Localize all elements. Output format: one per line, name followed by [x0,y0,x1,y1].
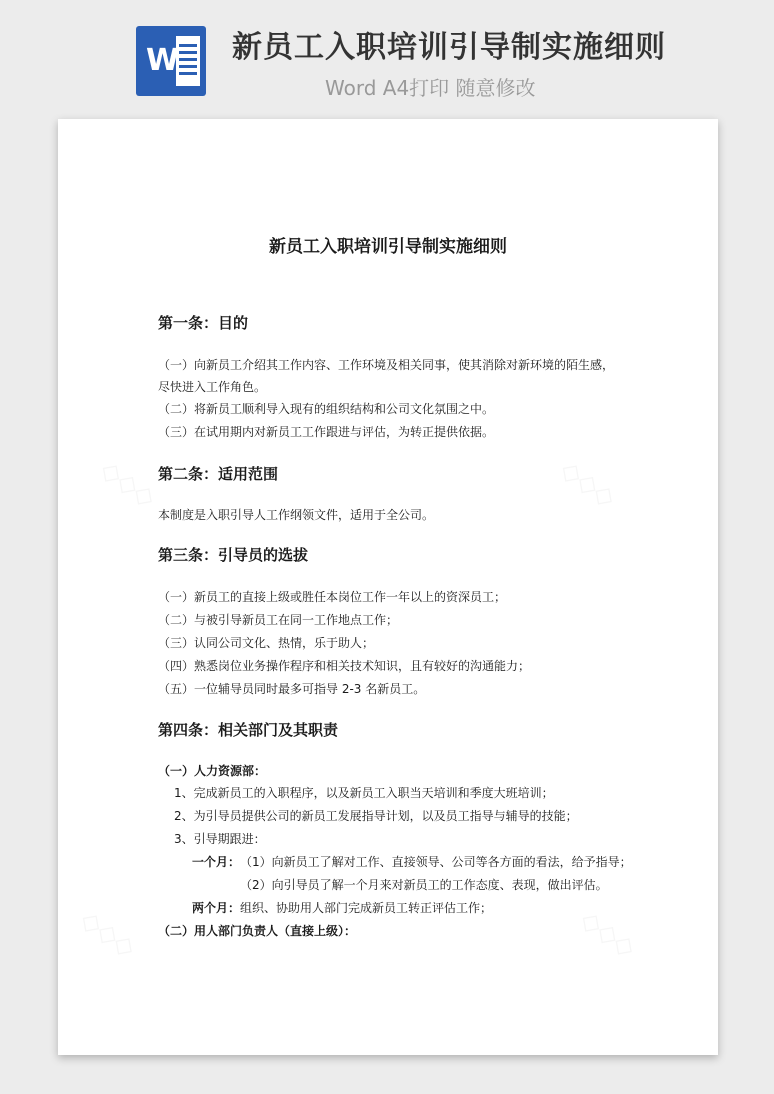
article-1-heading: 第一条：目的 [158,314,249,332]
watermark [575,905,641,964]
second-month-label: 两个月： [192,901,241,915]
document-title: 新员工入职培训引导制实施细则 [269,237,507,257]
document-page [58,119,718,1055]
first-month-label: 一个月： [192,855,241,869]
first-month-item: （1）向新员工了解对工作、直接领导、公司等各方面的看法，给予指导； [240,855,632,869]
banner-title: 新员工入职培训引导制实施细则 [232,30,666,65]
hr-duty-item: 3、引导期跟进： [174,832,266,846]
second-month-text: 组织、协助用人部门完成新员工转正评估工作； [240,901,493,915]
hr-dept-heading: （一）人力资源部： [158,764,267,778]
first-month-item: （2）向引导员了解一个月来对新员工的工作态度、表现，做出评估。 [240,878,608,892]
watermark [555,455,621,514]
page-lines-icon [176,36,200,86]
article-3-heading: 第三条：引导员的选拔 [158,546,309,564]
article-2-heading: 第二条：适用范围 [158,465,279,483]
article-1-line: 尽快进入工作角色。 [158,380,267,394]
hr-duty-item: 1、完成新员工的入职程序，以及新员工入职当天培训和季度大班培训； [174,786,554,800]
watermark [75,905,141,964]
article-3-line: （二）与被引导新员工在同一工作地点工作； [158,613,399,627]
word-logo-letter: W [146,43,180,78]
article-1-line: （三）在试用期内对新员工工作跟进与评估，为转正提供依据。 [158,425,495,439]
dept-head-heading: （二）用人部门负责人（直接上级）： [158,924,357,938]
article-1-line: （一）向新员工介绍其工作内容、工作环境及相关同事，使其消除对新环境的陌生感， [158,358,615,372]
article-3-line: （四）熟悉岗位业务操作程序和相关技术知识，且有较好的沟通能力； [158,659,531,673]
article-4-heading: 第四条：相关部门及其职责 [158,721,339,739]
article-3-line: （三）认同公司文化、热情，乐于助人； [158,636,375,650]
hr-duty-item: 2、为引导员提供公司的新员工发展指导计划，以及员工指导与辅导的技能； [174,809,578,823]
document-banner [0,0,774,110]
article-3-line: （一）新员工的直接上级或胜任本岗位工作一年以上的资深员工； [158,590,507,604]
article-2-line: 本制度是入职引导人工作纲领文件，适用于全公司。 [158,508,435,522]
article-1-line: （二）将新员工顺利导入现有的组织结构和公司文化氛围之中。 [158,402,495,416]
watermark [95,455,161,514]
banner-subtitle: Word A4打印 随意修改 [325,76,536,100]
word-document-icon [136,26,206,96]
article-3-line: （五）一位辅导员同时最多可指导 2-3 名新员工。 [158,682,426,696]
